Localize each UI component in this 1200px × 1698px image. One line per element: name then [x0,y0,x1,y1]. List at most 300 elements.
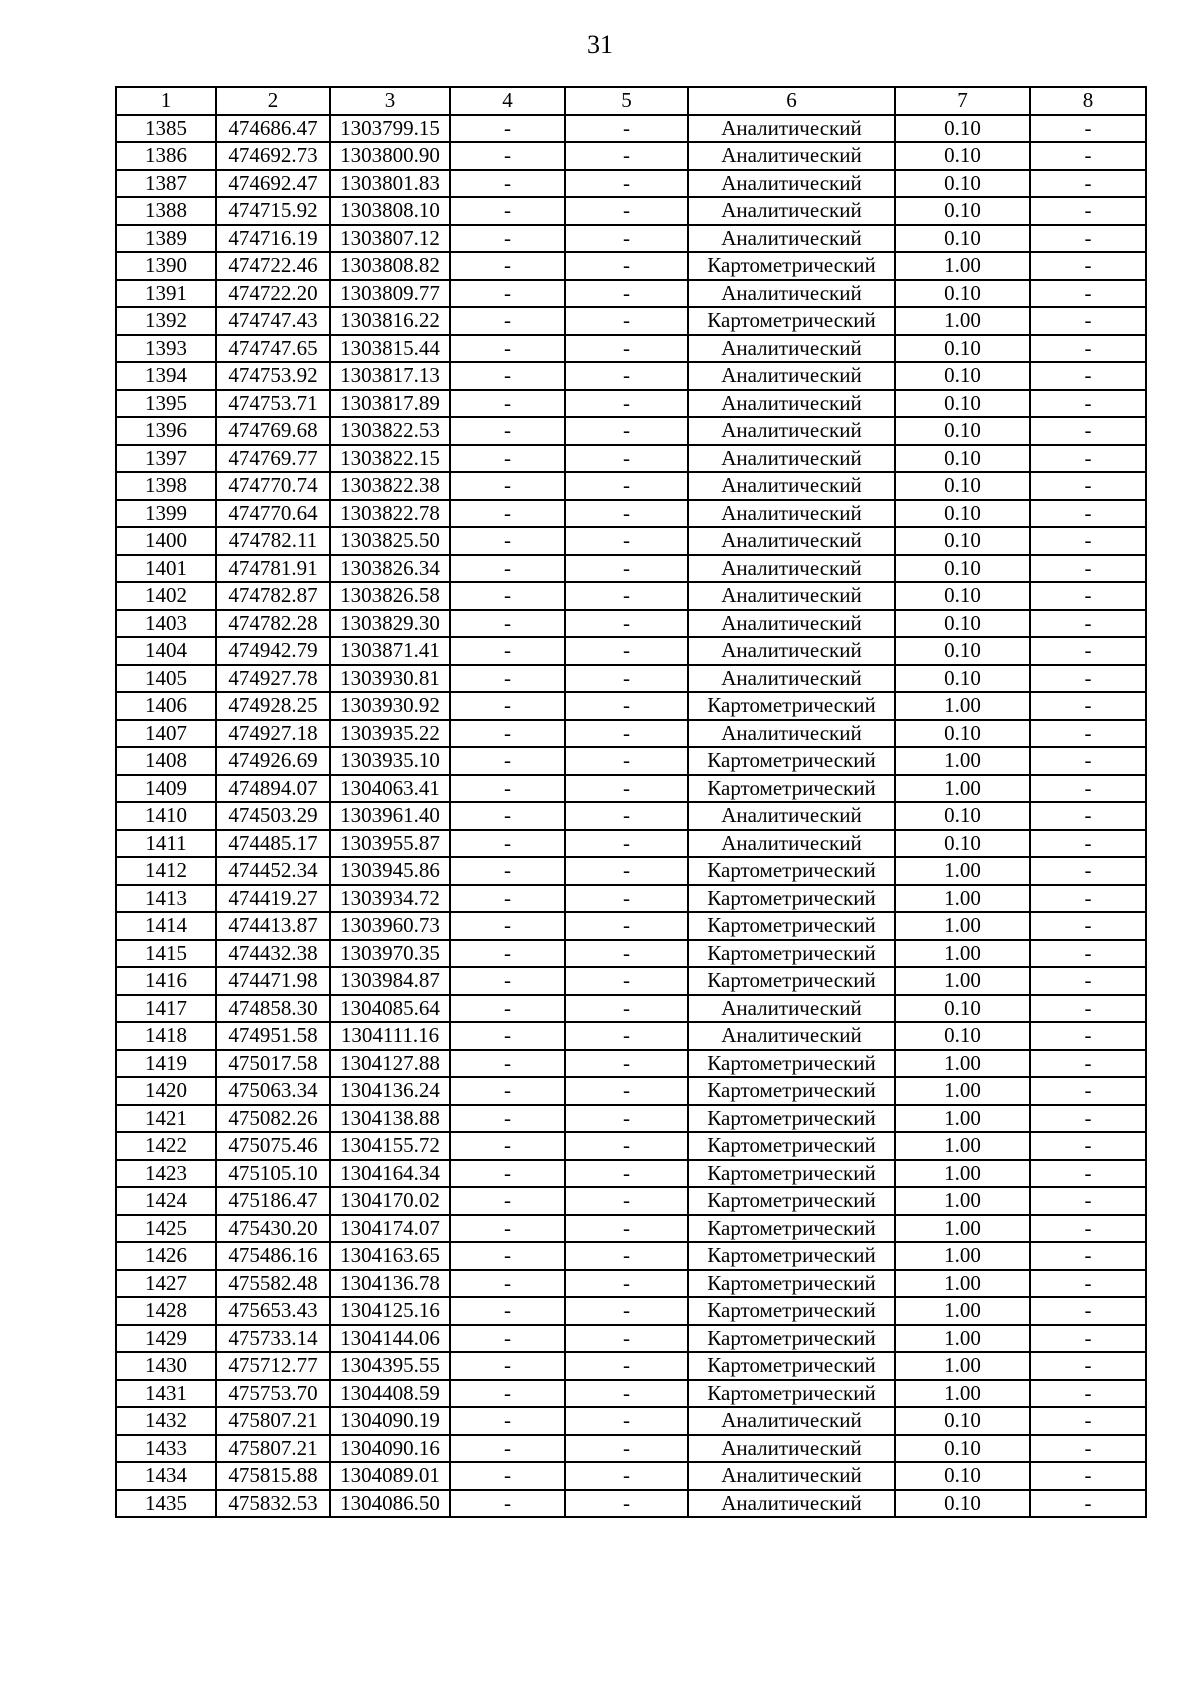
col-5-value-cell: - [565,912,688,940]
x-coordinate-cell: 474432.38 [216,940,330,968]
col-5-value-cell: - [565,1270,688,1298]
col-4-value-cell: - [450,637,565,665]
accuracy-cell: 0.10 [895,115,1030,143]
col-4-value-cell: - [450,1462,565,1490]
col-4-value-cell: - [450,692,565,720]
method-cell: Картометрический [688,940,895,968]
table-row [116,995,1146,1023]
x-coordinate-cell: 475653.43 [216,1297,330,1325]
col-8-value-cell: - [1030,802,1146,830]
coordinates-table [115,86,1147,1518]
y-coordinate-cell: 1303825.50 [330,527,450,555]
table-row [116,1435,1146,1463]
accuracy-cell: 0.10 [895,610,1030,638]
y-coordinate-cell: 1304136.24 [330,1077,450,1105]
x-coordinate-cell: 475105.10 [216,1160,330,1188]
col-4-value-cell: - [450,472,565,500]
point-number-cell: 1410 [116,802,216,830]
col-5-value-cell: - [565,1160,688,1188]
point-number-cell: 1413 [116,885,216,913]
col-4-value-cell: - [450,555,565,583]
y-coordinate-cell: 1303822.53 [330,417,450,445]
x-coordinate-cell: 474753.92 [216,362,330,390]
accuracy-cell: 1.00 [895,775,1030,803]
x-coordinate-cell: 474769.68 [216,417,330,445]
accuracy-cell: 0.10 [895,335,1030,363]
col-4-value-cell: - [450,995,565,1023]
table-row [116,637,1146,665]
point-number-cell: 1404 [116,637,216,665]
y-coordinate-cell: 1303984.87 [330,967,450,995]
accuracy-cell: 0.10 [895,830,1030,858]
accuracy-cell: 1.00 [895,307,1030,335]
col-8-value-cell: - [1030,775,1146,803]
col-5-value-cell: - [565,637,688,665]
method-cell: Аналитический [688,1435,895,1463]
y-coordinate-cell: 1304085.64 [330,995,450,1023]
col-5-value-cell: - [565,1242,688,1270]
point-number-cell: 1409 [116,775,216,803]
col-4-value-cell: - [450,1187,565,1215]
col-4-value-cell: - [450,417,565,445]
col-8-value-cell: - [1030,555,1146,583]
y-coordinate-cell: 1303829.30 [330,610,450,638]
col-5-value-cell: - [565,830,688,858]
col-5-value-cell: - [565,1352,688,1380]
y-coordinate-cell: 1303930.92 [330,692,450,720]
x-coordinate-cell: 474485.17 [216,830,330,858]
y-coordinate-cell: 1303955.87 [330,830,450,858]
table-row [116,747,1146,775]
table-row [116,940,1146,968]
accuracy-cell: 1.00 [895,692,1030,720]
x-coordinate-cell: 474926.69 [216,747,330,775]
col-4-value-cell: - [450,775,565,803]
x-coordinate-cell: 474951.58 [216,1022,330,1050]
method-cell: Картометрический [688,967,895,995]
table-row [116,1297,1146,1325]
table-row [116,775,1146,803]
col-4-value-cell: - [450,1490,565,1518]
page-number: 31 [587,30,613,59]
col-5-value-cell: - [565,1407,688,1435]
accuracy-cell: 0.10 [895,1022,1030,1050]
col-5-value-cell: - [565,170,688,198]
table-row [116,1380,1146,1408]
x-coordinate-cell: 474927.18 [216,720,330,748]
x-coordinate-cell: 474452.34 [216,857,330,885]
accuracy-cell: 1.00 [895,1297,1030,1325]
point-number-cell: 1430 [116,1352,216,1380]
table-row [116,115,1146,143]
accuracy-cell: 0.10 [895,555,1030,583]
point-number-cell: 1391 [116,280,216,308]
x-coordinate-cell: 474942.79 [216,637,330,665]
col-5-value-cell: - [565,500,688,528]
x-coordinate-cell: 475430.20 [216,1215,330,1243]
col-5-value-cell: - [565,665,688,693]
col-4-value-cell: - [450,1160,565,1188]
method-cell: Картометрический [688,857,895,885]
table-row [116,1325,1146,1353]
col-4-value-cell: - [450,747,565,775]
method-cell: Аналитический [688,362,895,390]
y-coordinate-cell: 1303808.82 [330,252,450,280]
accuracy-cell: 1.00 [895,252,1030,280]
x-coordinate-cell: 474782.87 [216,582,330,610]
header-row [116,87,1146,115]
x-coordinate-cell: 475807.21 [216,1435,330,1463]
point-number-cell: 1395 [116,390,216,418]
table-row [116,857,1146,885]
x-coordinate-cell: 474715.92 [216,197,330,225]
table-body [116,115,1146,1518]
method-cell: Аналитический [688,170,895,198]
col-4-value-cell: - [450,335,565,363]
col-5-value-cell: - [565,307,688,335]
col-4-value-cell: - [450,1022,565,1050]
col-5-value-cell: - [565,1490,688,1518]
accuracy-cell: 1.00 [895,857,1030,885]
col-4-value-cell: - [450,500,565,528]
method-cell: Картометрический [688,307,895,335]
col-4-value-cell: - [450,445,565,473]
col-5-value-cell: - [565,225,688,253]
x-coordinate-cell: 474686.47 [216,115,330,143]
point-number-cell: 1402 [116,582,216,610]
col-8-value-cell: - [1030,1270,1146,1298]
col-5-value-cell: - [565,1297,688,1325]
x-coordinate-cell: 474722.46 [216,252,330,280]
method-cell: Аналитический [688,665,895,693]
column-header: 5 [565,87,688,115]
x-coordinate-cell: 475807.21 [216,1407,330,1435]
column-header: 3 [330,87,450,115]
method-cell: Аналитический [688,802,895,830]
x-coordinate-cell: 474716.19 [216,225,330,253]
point-number-cell: 1435 [116,1490,216,1518]
col-4-value-cell: - [450,115,565,143]
accuracy-cell: 0.10 [895,1462,1030,1490]
y-coordinate-cell: 1303799.15 [330,115,450,143]
method-cell: Аналитический [688,637,895,665]
y-coordinate-cell: 1303801.83 [330,170,450,198]
table-row [116,665,1146,693]
point-number-cell: 1411 [116,830,216,858]
column-header: 4 [450,87,565,115]
method-cell: Картометрический [688,885,895,913]
col-8-value-cell: - [1030,747,1146,775]
col-5-value-cell: - [565,390,688,418]
point-number-cell: 1412 [116,857,216,885]
col-8-value-cell: - [1030,1215,1146,1243]
col-5-value-cell: - [565,940,688,968]
accuracy-cell: 1.00 [895,1105,1030,1133]
col-4-value-cell: - [450,665,565,693]
y-coordinate-cell: 1304163.65 [330,1242,450,1270]
col-5-value-cell: - [565,857,688,885]
col-8-value-cell: - [1030,170,1146,198]
y-coordinate-cell: 1303930.81 [330,665,450,693]
col-5-value-cell: - [565,1187,688,1215]
method-cell: Аналитический [688,335,895,363]
table-row [116,170,1146,198]
col-8-value-cell: - [1030,252,1146,280]
col-5-value-cell: - [565,115,688,143]
x-coordinate-cell: 474747.43 [216,307,330,335]
accuracy-cell: 1.00 [895,967,1030,995]
point-number-cell: 1389 [116,225,216,253]
method-cell: Аналитический [688,527,895,555]
table-row [116,830,1146,858]
x-coordinate-cell: 474894.07 [216,775,330,803]
point-number-cell: 1434 [116,1462,216,1490]
point-number-cell: 1387 [116,170,216,198]
col-8-value-cell: - [1030,1022,1146,1050]
y-coordinate-cell: 1303816.22 [330,307,450,335]
table-row [116,1352,1146,1380]
table-row [116,967,1146,995]
column-header: 8 [1030,87,1146,115]
col-4-value-cell: - [450,1352,565,1380]
x-coordinate-cell: 474782.11 [216,527,330,555]
point-number-cell: 1420 [116,1077,216,1105]
table-row [116,1462,1146,1490]
accuracy-cell: 0.10 [895,472,1030,500]
table-row [116,280,1146,308]
x-coordinate-cell: 475082.26 [216,1105,330,1133]
x-coordinate-cell: 475832.53 [216,1490,330,1518]
col-5-value-cell: - [565,252,688,280]
col-4-value-cell: - [450,1242,565,1270]
col-4-value-cell: - [450,940,565,968]
col-4-value-cell: - [450,720,565,748]
col-5-value-cell: - [565,335,688,363]
x-coordinate-cell: 474413.87 [216,912,330,940]
accuracy-cell: 0.10 [895,637,1030,665]
point-number-cell: 1407 [116,720,216,748]
col-8-value-cell: - [1030,637,1146,665]
table-row [116,720,1146,748]
point-number-cell: 1433 [116,1435,216,1463]
point-number-cell: 1427 [116,1270,216,1298]
col-5-value-cell: - [565,995,688,1023]
accuracy-cell: 0.10 [895,720,1030,748]
col-8-value-cell: - [1030,720,1146,748]
col-4-value-cell: - [450,280,565,308]
accuracy-cell: 0.10 [895,802,1030,830]
col-5-value-cell: - [565,1077,688,1105]
method-cell: Картометрический [688,1105,895,1133]
point-number-cell: 1408 [116,747,216,775]
point-number-cell: 1432 [116,1407,216,1435]
y-coordinate-cell: 1303800.90 [330,142,450,170]
col-4-value-cell: - [450,610,565,638]
col-4-value-cell: - [450,857,565,885]
y-coordinate-cell: 1303935.22 [330,720,450,748]
accuracy-cell: 0.10 [895,500,1030,528]
col-5-value-cell: - [565,692,688,720]
point-number-cell: 1388 [116,197,216,225]
col-4-value-cell: - [450,362,565,390]
table-row [116,307,1146,335]
method-cell: Аналитический [688,115,895,143]
y-coordinate-cell: 1304089.01 [330,1462,450,1490]
x-coordinate-cell: 474770.74 [216,472,330,500]
method-cell: Аналитический [688,225,895,253]
point-number-cell: 1429 [116,1325,216,1353]
method-cell: Картометрический [688,775,895,803]
y-coordinate-cell: 1303822.38 [330,472,450,500]
y-coordinate-cell: 1303807.12 [330,225,450,253]
table-row [116,802,1146,830]
table-row [116,225,1146,253]
table-row [116,582,1146,610]
y-coordinate-cell: 1304395.55 [330,1352,450,1380]
method-cell: Картометрический [688,252,895,280]
column-header: 7 [895,87,1030,115]
point-number-cell: 1401 [116,555,216,583]
point-number-cell: 1406 [116,692,216,720]
y-coordinate-cell: 1304086.50 [330,1490,450,1518]
col-8-value-cell: - [1030,995,1146,1023]
method-cell: Картометрический [688,1132,895,1160]
x-coordinate-cell: 474753.71 [216,390,330,418]
method-cell: Аналитический [688,555,895,583]
table-row [116,1215,1146,1243]
accuracy-cell: 0.10 [895,280,1030,308]
accuracy-cell: 0.10 [895,225,1030,253]
col-8-value-cell: - [1030,885,1146,913]
x-coordinate-cell: 474928.25 [216,692,330,720]
col-4-value-cell: - [450,830,565,858]
y-coordinate-cell: 1304174.07 [330,1215,450,1243]
col-8-value-cell: - [1030,1380,1146,1408]
point-number-cell: 1416 [116,967,216,995]
point-number-cell: 1397 [116,445,216,473]
col-5-value-cell: - [565,1215,688,1243]
point-number-cell: 1396 [116,417,216,445]
col-8-value-cell: - [1030,912,1146,940]
accuracy-cell: 0.10 [895,445,1030,473]
col-5-value-cell: - [565,280,688,308]
y-coordinate-cell: 1304164.34 [330,1160,450,1188]
accuracy-cell: 0.10 [895,582,1030,610]
col-8-value-cell: - [1030,830,1146,858]
accuracy-cell: 0.10 [895,417,1030,445]
col-8-value-cell: - [1030,967,1146,995]
col-8-value-cell: - [1030,1160,1146,1188]
col-5-value-cell: - [565,362,688,390]
point-number-cell: 1385 [116,115,216,143]
table-row [116,142,1146,170]
accuracy-cell: 1.00 [895,1077,1030,1105]
col-8-value-cell: - [1030,582,1146,610]
method-cell: Аналитический [688,720,895,748]
col-5-value-cell: - [565,1022,688,1050]
table-row [116,1050,1146,1078]
col-8-value-cell: - [1030,472,1146,500]
table-row [116,610,1146,638]
method-cell: Аналитический [688,472,895,500]
table-row [116,500,1146,528]
point-number-cell: 1422 [116,1132,216,1160]
x-coordinate-cell: 475815.88 [216,1462,330,1490]
method-cell: Картометрический [688,1215,895,1243]
method-cell: Аналитический [688,500,895,528]
col-8-value-cell: - [1030,527,1146,555]
col-8-value-cell: - [1030,1407,1146,1435]
accuracy-cell: 0.10 [895,142,1030,170]
col-4-value-cell: - [450,1050,565,1078]
method-cell: Аналитический [688,1022,895,1050]
accuracy-cell: 1.00 [895,1325,1030,1353]
accuracy-cell: 0.10 [895,197,1030,225]
accuracy-cell: 1.00 [895,912,1030,940]
col-4-value-cell: - [450,1132,565,1160]
table-row [116,1105,1146,1133]
col-4-value-cell: - [450,252,565,280]
y-coordinate-cell: 1303970.35 [330,940,450,968]
col-8-value-cell: - [1030,1352,1146,1380]
col-5-value-cell: - [565,417,688,445]
col-8-value-cell: - [1030,857,1146,885]
table-row [116,1160,1146,1188]
col-8-value-cell: - [1030,307,1146,335]
point-number-cell: 1394 [116,362,216,390]
x-coordinate-cell: 475753.70 [216,1380,330,1408]
y-coordinate-cell: 1304138.88 [330,1105,450,1133]
x-coordinate-cell: 474782.28 [216,610,330,638]
column-header: 6 [688,87,895,115]
y-coordinate-cell: 1304063.41 [330,775,450,803]
x-coordinate-cell: 475486.16 [216,1242,330,1270]
table-row [116,445,1146,473]
point-number-cell: 1425 [116,1215,216,1243]
y-coordinate-cell: 1303822.78 [330,500,450,528]
col-5-value-cell: - [565,1325,688,1353]
table-header [116,87,1146,115]
table-row [116,912,1146,940]
point-number-cell: 1414 [116,912,216,940]
point-number-cell: 1423 [116,1160,216,1188]
point-number-cell: 1417 [116,995,216,1023]
y-coordinate-cell: 1303809.77 [330,280,450,308]
point-number-cell: 1428 [116,1297,216,1325]
method-cell: Картометрический [688,1380,895,1408]
accuracy-cell: 1.00 [895,1380,1030,1408]
point-number-cell: 1386 [116,142,216,170]
method-cell: Картометрический [688,1160,895,1188]
method-cell: Аналитический [688,417,895,445]
y-coordinate-cell: 1303808.10 [330,197,450,225]
col-8-value-cell: - [1030,500,1146,528]
column-header: 1 [116,87,216,115]
col-5-value-cell: - [565,582,688,610]
y-coordinate-cell: 1303945.86 [330,857,450,885]
table-row [116,1132,1146,1160]
point-number-cell: 1424 [116,1187,216,1215]
table-row [116,390,1146,418]
table-row [116,1187,1146,1215]
col-4-value-cell: - [450,1270,565,1298]
table-row [116,472,1146,500]
point-number-cell: 1405 [116,665,216,693]
col-4-value-cell: - [450,390,565,418]
accuracy-cell: 1.00 [895,1187,1030,1215]
method-cell: Картометрический [688,1297,895,1325]
y-coordinate-cell: 1303871.41 [330,637,450,665]
